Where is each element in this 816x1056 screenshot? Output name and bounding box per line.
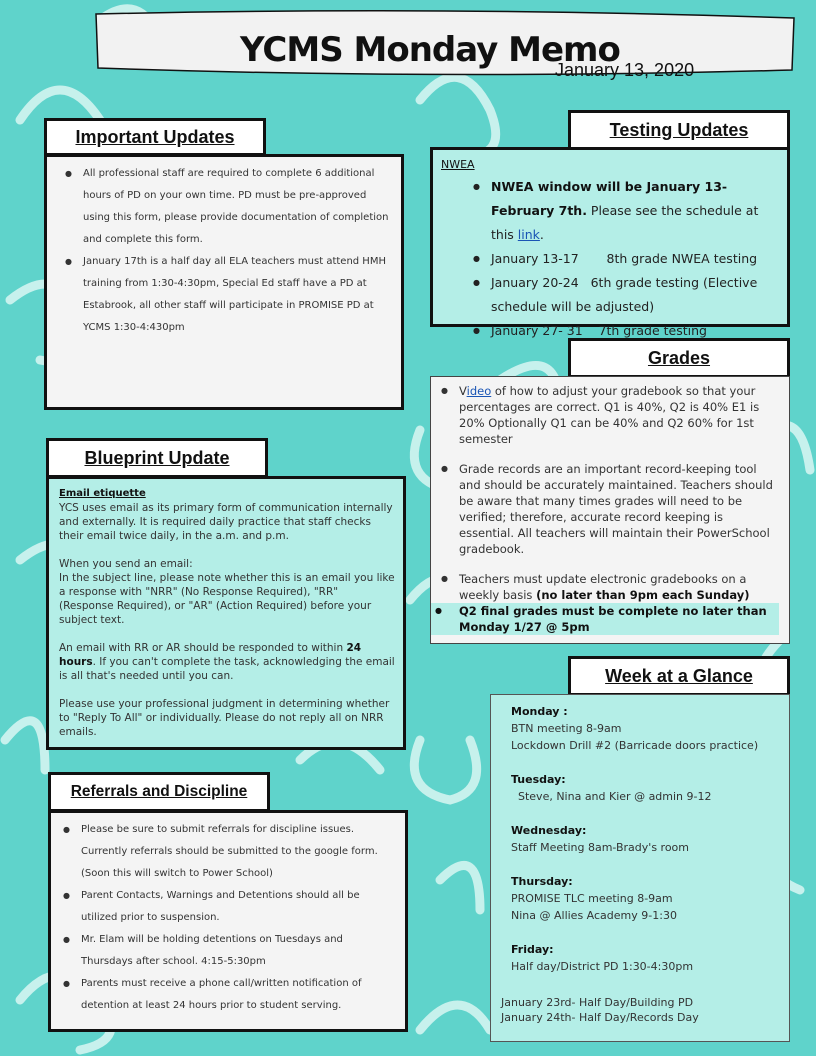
memo-date: January 13, 2020 [555, 60, 695, 80]
grades-heading: Grades [568, 338, 790, 378]
list-item: ● Please be sure to submit referrals for discipline issues. Currently referrals should be submitted to the google form. (Soon this will switch to Power School) [59, 819, 395, 885]
list-item: ● Mr. Elam will be holding detentions on Tuesdays and Thursdays after school. 4:15-5:30pm [59, 929, 395, 973]
testing-updates-heading: Testing Updates [568, 110, 790, 150]
nwea-window-text: NWEA window will be January 13- February 7th. [491, 179, 728, 218]
list-item: ● Grade records are an important record-keeping tool and should be accurately maintained. Teachers should be aware that many times grades will need to be verified; therefore, accurate record keeping is essential. All teachers will maintain their PowerSchool gradebook. [437, 461, 779, 557]
list-item [437, 571, 779, 603]
important-updates-heading: Important Updates [44, 118, 266, 156]
day-label: Thursday: [511, 875, 573, 888]
response-rest: . If you can't complete the task, acknowledging the email is all that's needed until you can. [59, 656, 395, 682]
testing-updates-panel [430, 147, 790, 338]
week-at-a-glance-heading: Week at a Glance [568, 656, 790, 696]
blueprint-paragraph: YCS uses email as its primary form of communication internally and externally. It is required daily practice that staff checks their email twice daily, in the a.m. and p.m. [59, 502, 393, 542]
email-etiquette-subheading: Email etiquette [59, 488, 146, 499]
list-item [469, 175, 777, 247]
blueprint-paragraph: When you send an email: [59, 558, 193, 570]
response-window: 24 hours [59, 642, 362, 668]
day-line: BTN meeting 8-9am [511, 722, 622, 735]
day-block [511, 822, 783, 856]
list-item: ● Parents must receive a phone call/written notification of detention at least 24 hours prior to student serving. [59, 973, 395, 1017]
week-panel [490, 694, 790, 1042]
list-item: ● January 13-17 8th grade NWEA testing [469, 247, 777, 271]
week-footer-line: January 24th- Half Day/Records Day [501, 1011, 699, 1024]
list-item: ● All professional staff are required to complete 6 additional hours of PD on your own time. PD must be pre-approved using this form, please provide documentation of completion and complete this form. [61, 163, 389, 251]
day-line: Nina @ Allies Academy 9-1:30 [511, 909, 677, 922]
day-line: Steve, Nina and Kier @ admin 9-12 [511, 790, 712, 803]
referrals-heading: Referrals and Discipline [48, 772, 270, 812]
gradebook-deadline: (no later than 9pm each Sunday) [536, 588, 750, 602]
page-title: YCMS Monday Memo [240, 30, 620, 70]
day-block [511, 771, 783, 805]
day-block [511, 941, 783, 975]
video-text: of how to adjust your gradebook so that your percentages are correct. Q1 is 40%, Q2 is 40% E1 is 20% Optionally Q1 can be 40% and Q2 60% for 1st semester [459, 384, 760, 446]
day-label: Tuesday: [511, 773, 566, 786]
blueprint-panel [46, 476, 406, 750]
gradebook-text: Teachers must update electronic gradebooks on a weekly basis [459, 572, 747, 602]
response-text: An email with RR or AR should be responded to within [59, 642, 347, 654]
blueprint-paragraph [59, 641, 395, 683]
referrals-panel [48, 810, 408, 1032]
list-item: ● January 27- 31 7th grade testing [469, 319, 777, 343]
week-footer-line: January 23rd- Half Day/Building PD [501, 996, 694, 1009]
day-line: Lockdown Drill #2 (Barricade doors practice) [511, 739, 759, 752]
nwea-window-rest: Please see the schedule at this [491, 203, 759, 242]
blueprint-update-heading: Blueprint Update [46, 438, 268, 478]
list-item: ● January 17th is a half day all ELA teachers must attend HMH training from 1:30-4:30pm, Special Ed staff have a PD at Estabrook, all other staff will participate in PROMISE PD at YCMS 1:30-4:430pm [61, 251, 389, 339]
video-link[interactable]: ideo [466, 384, 492, 398]
nwea-label: NWEA [441, 158, 475, 171]
day-line: Half day/District PD 1:30-4:30pm [511, 960, 694, 973]
schedule-link[interactable]: link [517, 227, 540, 242]
blueprint-paragraph: In the subject line, please note whether this is an email you like a response with "NRR" (No Response Required), "RR" (Response Required), or "AR" (Action Required) before your subject text. [59, 572, 395, 626]
list-item: ● Parent Contacts, Warnings and Detentions should all be utilized prior to suspension. [59, 885, 395, 929]
important-updates-panel [44, 154, 404, 410]
day-label: Wednesday: [511, 824, 587, 837]
grades-panel [430, 376, 790, 644]
video-prefix: V [459, 384, 467, 398]
list-item [437, 383, 779, 447]
day-label: Monday : [511, 705, 568, 718]
day-block [511, 873, 783, 924]
day-line: Staff Meeting 8am-Brady's room [511, 841, 689, 854]
nwea-window-end: . [539, 227, 544, 242]
blueprint-paragraph: Please use your professional judgment in determining whether to "Reply To All" or individually. Please do not reply all on NRR emails. [59, 698, 390, 738]
list-item: ● Q2 final grades must be complete no later than Monday 1/27 @ 5pm [431, 603, 779, 635]
day-label: Friday: [511, 943, 554, 956]
list-item: ● January 20-24 6th grade testing (Elective schedule will be adjusted) [469, 271, 777, 319]
day-line: PROMISE TLC meeting 8-9am [511, 892, 673, 905]
day-block [511, 703, 783, 754]
